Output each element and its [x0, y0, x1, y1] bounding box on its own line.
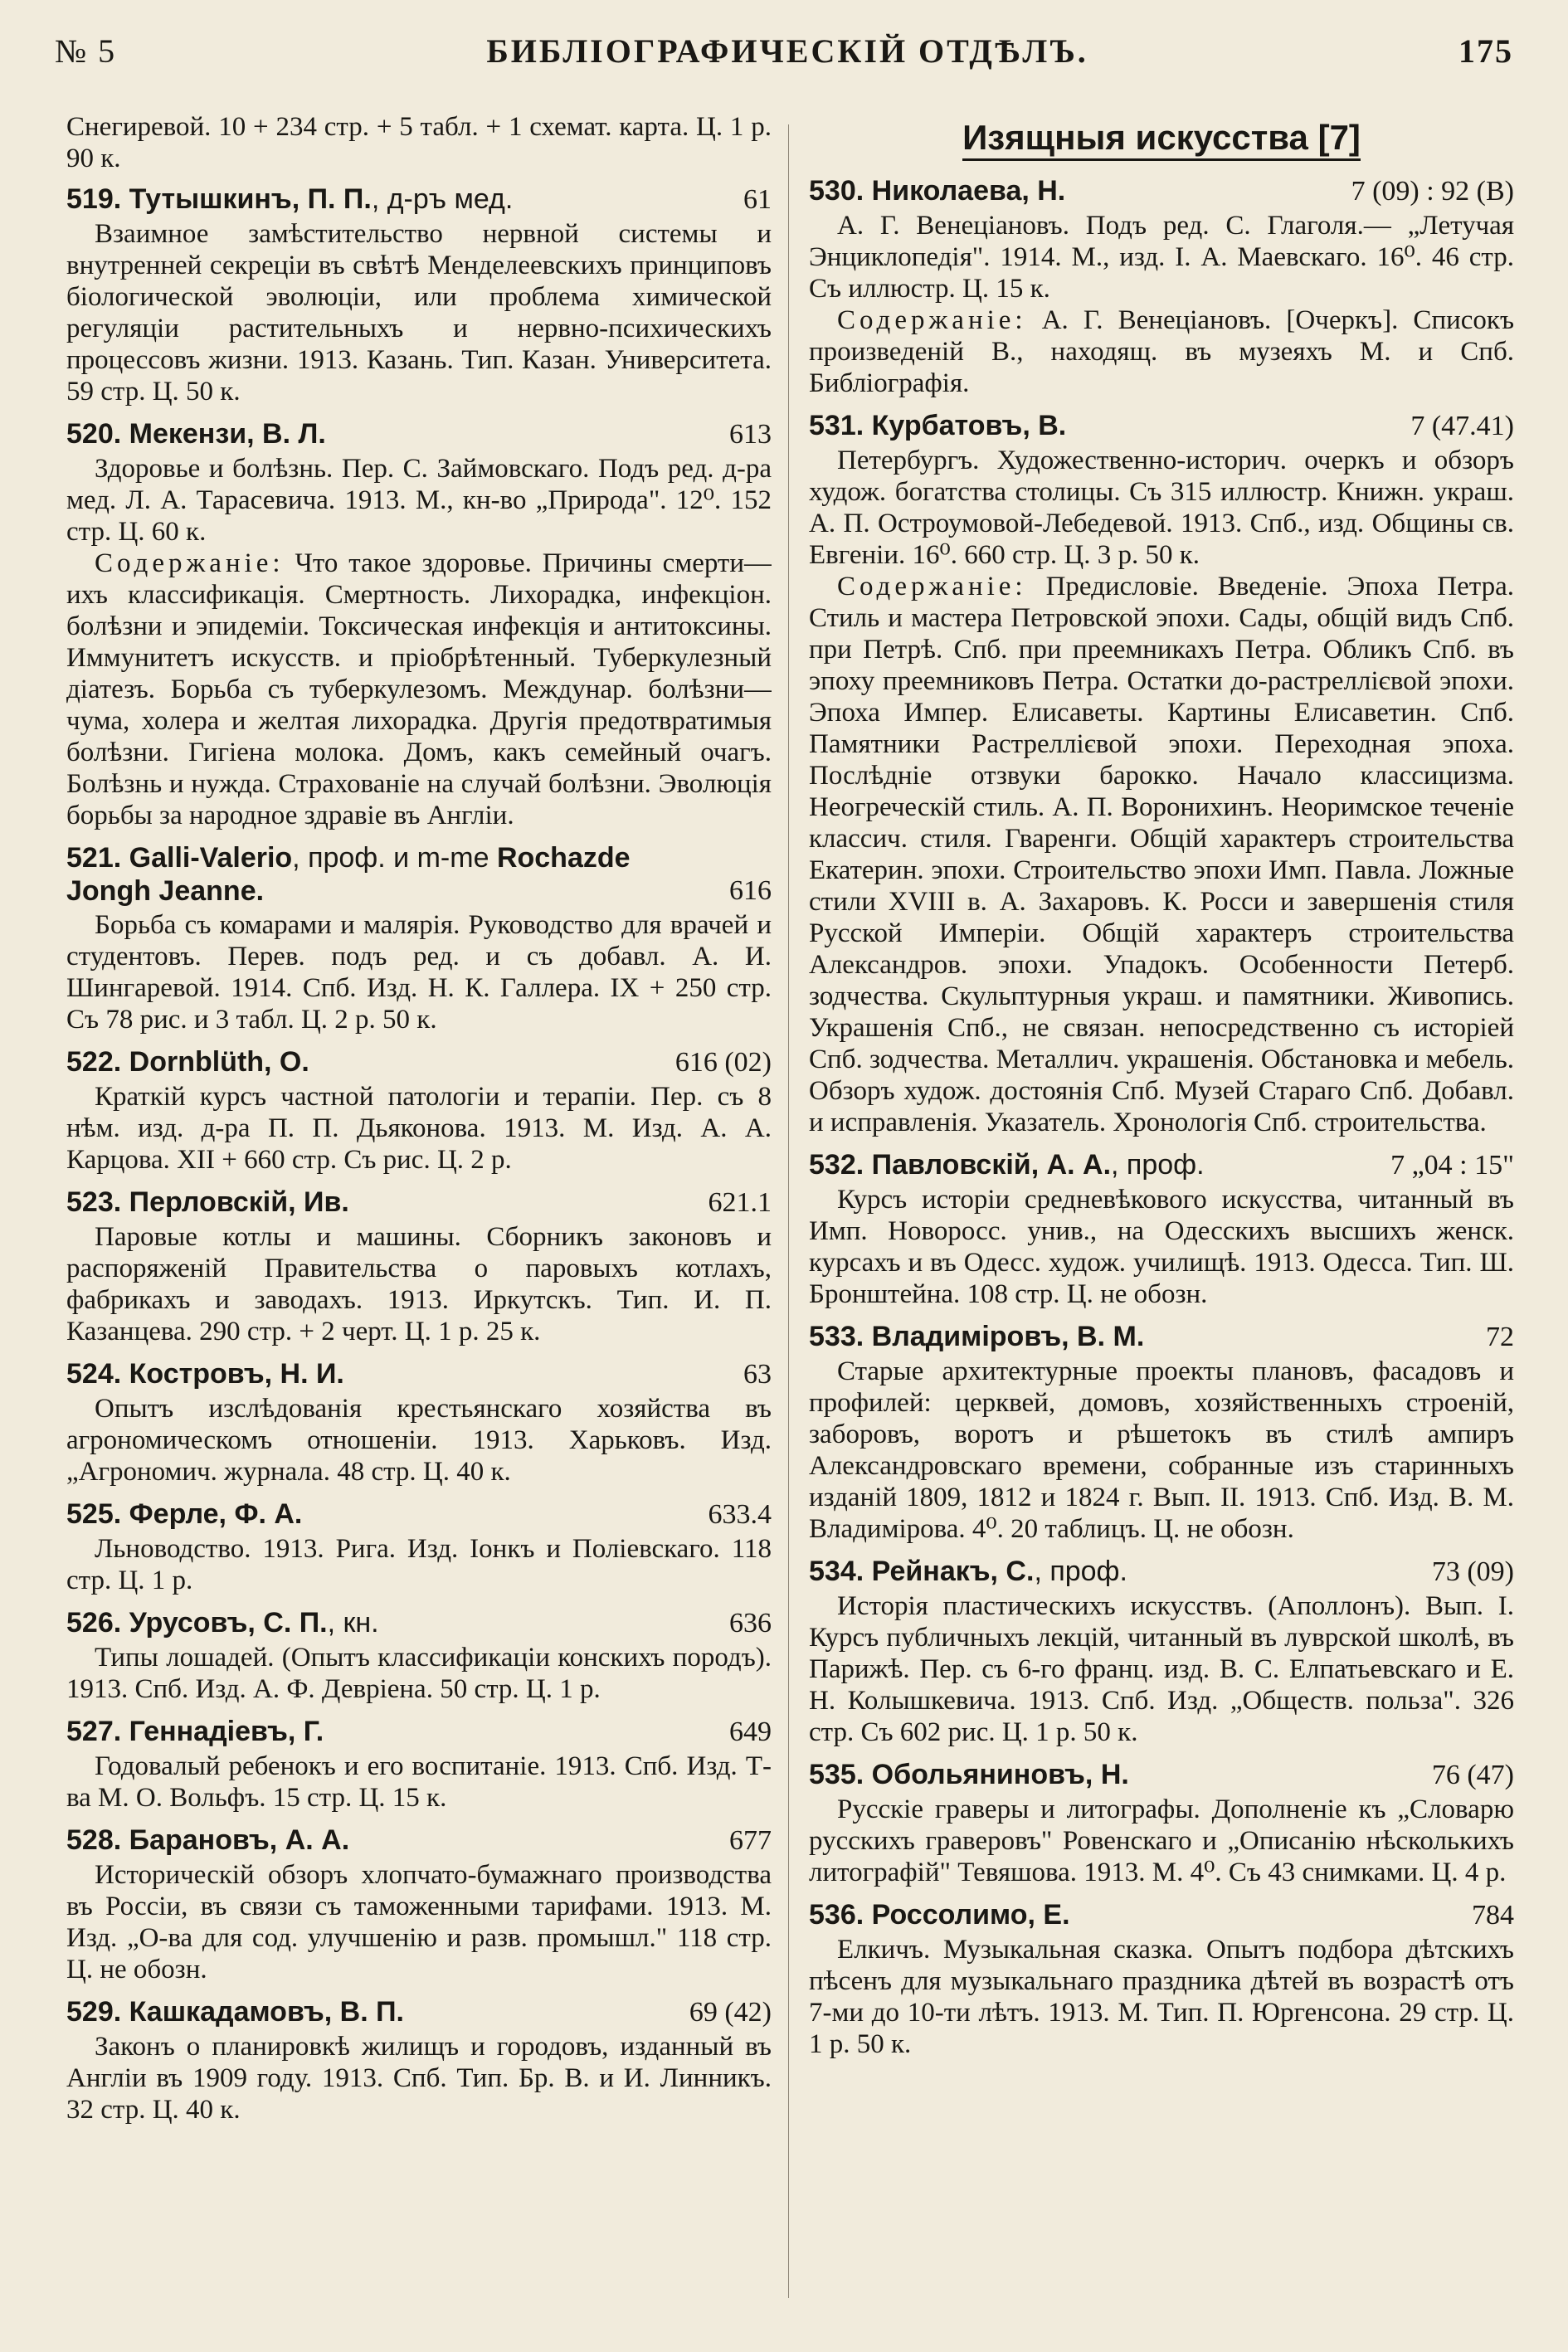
bibliography-entry — [66, 1824, 772, 1985]
section-heading-text: Изящныя искусства [7] — [962, 118, 1361, 161]
bibliography-entry — [809, 409, 1514, 1138]
entry-description: Русскіе граверы и литографы. Дополненіе къ „Словарю русскихъ граверовъ" Ровенскаго и „Описанію нѣсколькихъ литографій" Тевяшова. 1913. М. 4⁰. Съ 43 снимками. Ц. 4 р. — [809, 1794, 1514, 1887]
entry-number: 527. — [66, 1716, 122, 1747]
entry-number: 536. — [809, 1899, 864, 1931]
entry-number: 521. — [66, 842, 122, 874]
entry-author: Урусовъ, С. П. — [129, 1607, 328, 1639]
entry-description: Здоровье и болѣзнь. Пер. С. Займовскаго. Подъ ред. д-ра мед. Л. А. Тарасевича. 1913. М., кн-во „Природа". 12⁰. 152 стр. Ц. 60 к. — [66, 454, 772, 547]
entry-heading — [66, 1824, 772, 1858]
entry-classification: 76 (47) — [1431, 1760, 1514, 1790]
entry-classification: 636 — [729, 1608, 772, 1639]
entry-heading — [809, 1758, 1514, 1792]
entry-author: Костровъ, Н. И. — [129, 1358, 344, 1390]
entry-author: Перловскій, Ив. — [129, 1186, 349, 1218]
entry-description: Опытъ изслѣдованія крестьянскаго хозяйства въ агрономическомъ отношеніи. 1913. Харьковъ. Изд. „Агрономич. журнала. 48 стр. Ц. 40 к. — [66, 1394, 772, 1487]
entry-description: Петербургъ. Художественно-историч. очеркъ и обзоръ худож. богатства столицы. Съ 315 иллюстр. Книжн. украш. А. П. Остроумовой-Лебедевой. 1913. Спб., изд. Общины св. Евгеніи. 16⁰. 660 стр. Ц. 3 р. 50 к. — [809, 446, 1514, 570]
entry-author-line — [809, 409, 1397, 442]
contents-label: Содержаніе: — [837, 572, 1027, 601]
entry-description: Законъ о планировкѣ жилищъ и городовъ, изданный въ Англіи въ 1909 году. 1913. Спб. Тип. Бр. В. и И. Линникъ. 32 стр. Ц. 40 к. — [66, 2032, 772, 2125]
entry-author: Кашкадамовъ, В. П. — [129, 1996, 405, 2028]
entry-number: 528. — [66, 1824, 122, 1856]
entry-author-line — [66, 1715, 716, 1748]
entry-number: 526. — [66, 1607, 122, 1639]
entry-author: Мекензи, В. Л. — [129, 418, 326, 450]
entry-classification: 616 (02) — [674, 1047, 772, 1078]
entry-heading — [66, 841, 772, 908]
running-head — [55, 32, 1513, 85]
bibliography-entry — [66, 841, 772, 1035]
entry-author-line — [66, 1357, 730, 1390]
bibliography-entry — [66, 1186, 772, 1347]
bibliography-entry — [66, 1995, 772, 2126]
bibliography-entry — [66, 1357, 772, 1488]
bibliography-entry — [809, 1148, 1514, 1310]
entry-author-title: , кн. — [327, 1607, 379, 1639]
entry-description: Исторія пластическихъ искусствъ. (Аполлонъ). Вып. І. Курсъ публичныхъ лекцій, читанный въ луврской школѣ, въ Парижѣ. Пер. съ 6-го франц. изд. В. С. Елпатьевскаго и Е. Н. Колышкевича. 1913. Спб. Изд. „Обществ. польза". 326 стр. Съ 602 рис. Ц. 1 р. 50 к. — [809, 1591, 1514, 1747]
entry-author-title: , д-ръ мед. — [371, 183, 514, 215]
entry-classification: 621.1 — [708, 1187, 772, 1218]
entry-heading — [66, 1995, 772, 2029]
entry-classification: 69 (42) — [689, 1997, 772, 2028]
bibliography-entry — [809, 174, 1514, 399]
bibliography-entry — [809, 1898, 1514, 2060]
entry-number: 519. — [66, 183, 122, 215]
entry-number: 529. — [66, 1996, 122, 2028]
entry-heading — [66, 183, 772, 217]
entry-author-line — [66, 1606, 716, 1639]
entry-classification: 613 — [729, 419, 772, 450]
entry-heading — [66, 1186, 772, 1220]
entry-number: 520. — [66, 418, 122, 450]
contents-label: Содержаніе: — [837, 305, 1027, 335]
entry-heading — [809, 1555, 1514, 1589]
entry-author-line — [66, 841, 716, 908]
entry-number: 534. — [809, 1556, 864, 1587]
entry-author-line — [66, 1497, 695, 1531]
contents-label: Содержаніе: — [95, 548, 285, 578]
bibliography-entry — [66, 183, 772, 407]
entry-classification: 7 „04 : 15" — [1390, 1150, 1514, 1181]
entry-number: 535. — [809, 1759, 864, 1790]
entry-number: 525. — [66, 1498, 122, 1530]
entry-classification: 616 — [729, 875, 772, 906]
entry-author-line — [66, 417, 716, 450]
entry-heading — [66, 1357, 772, 1391]
entry-classification: 73 (09) — [1431, 1556, 1514, 1587]
entry-author-line — [809, 1898, 1458, 1931]
entry-heading — [66, 1497, 772, 1531]
entry-number: 522. — [66, 1046, 122, 1078]
entry-contents — [809, 304, 1514, 399]
entry-author: Galli-Valerio — [129, 842, 293, 874]
entry-description: Борьба съ комарами и малярія. Руководство для врачей и студентовъ. Перев. подъ ред. и съ добавл. А. И. Шингаревой. 1914. Спб. Изд. Н. К. Галлера. IX + 250 стр. Съ 78 рис. и 3 табл. Ц. 2 р. 50 к. — [66, 910, 772, 1035]
bibliography-entry — [66, 1715, 772, 1814]
entry-author: Геннадіевъ, Г. — [129, 1716, 324, 1747]
left-column — [66, 111, 772, 2318]
entry-classification: 677 — [729, 1825, 772, 1856]
contents-text: А. Г. Венеціановъ. [Очеркъ]. Списокъ произведеній В., находящ. въ музеяхъ М. и Спб. Библіографія. — [809, 305, 1514, 398]
entry-author-line — [66, 1995, 676, 2028]
entry-author: Тутышкинъ, П. П. — [129, 183, 372, 215]
section-heading — [809, 118, 1514, 158]
entry-description: Краткій курсъ частной патологіи и терапіи. Пер. съ 8 нѣм. изд. д-ра П. П. Дьяконова. 1913. М. Изд. А. А. Карцова. XII + 660 стр. Съ рис. Ц. 2 р. — [66, 1082, 772, 1175]
page-number: 175 — [1458, 32, 1513, 70]
entry-heading — [66, 1045, 772, 1079]
bibliography-entry — [809, 1555, 1514, 1748]
entry-author-title: , проф. и m-me — [292, 842, 489, 874]
bibliography-entry — [66, 417, 772, 831]
entry-author-line — [809, 1148, 1377, 1181]
contents-text: Предисловіе. Введеніе. Эпоха Петра. Стиль и мастера Петровской эпохи. Сады, общій видъ Спб. при Петрѣ. Спб. при преемникахъ Петра. Обликъ Спб. въ эпоху преемниковъ Петра. Остатки до-растреллієвой эпохи. Эпоха Импер. Елисаветы. Картины Елисаветин. Спб. Памятники Растреллієвой эпохи. Переходная эпоха. Послѣдніе отзвуки барокко. Начало классицизма. Неогреческій стиль. А. П. Воронихинъ. Неоримское теченіе классич. стиля. Гваренги. Общій характеръ строительства Екатерин. эпохи. Строительство эпохи Имп. Павла. Ложные стили XVIII в. А. Захаровъ. К. Росси и завершенія стиля Русской Имперіи. Общій характеръ строительства Александров. эпохи. Упадокъ. Особенности Петерб. зодчества. Скульптурныя украш. и памятники. Живопись. Украшенія Спб., не связан. непосредственно съ исторіей Спб. зодчества. Металлич. украшенія. Обстановка и мебель. Обзоръ худож. достоянія Спб. Музей Стараго Спб. Добавл. и исправленія. Указатель. Хронологія Спб. строительства. — [809, 572, 1514, 1137]
column-divider — [788, 124, 789, 2298]
entry-number: 532. — [809, 1149, 864, 1181]
entry-classification: 7 (47.41) — [1410, 411, 1514, 441]
entry-heading — [809, 1898, 1514, 1932]
entry-author-line — [66, 183, 730, 216]
bibliography-entry — [809, 1758, 1514, 1888]
right-entries — [809, 174, 1514, 2060]
entry-contents — [809, 571, 1514, 1138]
entry-author-line — [66, 1045, 662, 1079]
entry-heading — [809, 1320, 1514, 1354]
issue-number: № 5 — [55, 32, 117, 70]
entry-number: 531. — [809, 410, 864, 441]
entry-author: Dornblüth, O. — [129, 1046, 309, 1078]
entry-number: 523. — [66, 1186, 122, 1218]
entry-author: Ферле, Ф. А. — [129, 1498, 303, 1530]
entry-author-title: , проф. — [1111, 1149, 1205, 1181]
entry-number: 530. — [809, 175, 864, 207]
bibliography-entry — [66, 1045, 772, 1176]
entry-heading — [809, 409, 1514, 443]
entry-coauthor: Rochazde Jongh Jeanne. — [66, 842, 631, 907]
entry-description: А. Г. Венеціановъ. Подъ ред. С. Глаголя.— „Летучая Энциклопедія". 1914. М., изд. І. А. Маевскаго. 16⁰. 46 стр. Съ иллюстр. Ц. 15 к. — [809, 211, 1514, 304]
bibliography-entry — [809, 1320, 1514, 1545]
entry-author-line — [809, 174, 1338, 207]
entry-description: Елкичъ. Музыкальная сказка. Опытъ подбора дѣтскихъ пѣсенъ для музыкальнаго праздника дѣтей въ возрастѣ отъ 7-ми до 10-ти лѣтъ. 1913. М. Тип. П. Юргенсона. 29 стр. Ц. 1 р. 50 к. — [809, 1935, 1514, 2059]
entry-author-line — [809, 1758, 1419, 1791]
contents-text: Что такое здоровье. Причины смерти—ихъ классификація. Смертность. Лихорадка, инфекціон. болѣзни и эпидеміи. Токсическая инфекція и антитоксины. Иммунитетъ искусств. и пріобрѣтенный. Туберкулезный діатезъ. Борьба съ туберкулезомъ. Междунар. болѣзни—чума, холера и желтая лихорадка. Другія предотвратимыя болѣзни. Гигіена молока. Домъ, какъ семейный очагъ. Болѣзнь и нужда. Страхованіе на случай болѣзни. Эволюція борьбы за народное здравіе въ Англіи. — [66, 548, 772, 830]
left-entries — [66, 183, 772, 2126]
entry-number: 533. — [809, 1321, 864, 1352]
entry-classification: 784 — [1472, 1900, 1514, 1931]
entry-classification: 61 — [743, 184, 772, 215]
entry-heading — [809, 174, 1514, 208]
entry-description: Взаимное замѣстительство нервной системы и внутренней секреціи въ свѣтѣ Менделеевскихъ принциповъ біологической эволюціи, или проблема химической регуляціи растительныхъ и нервно-психическихъ процессовъ жизни. 1913. Казань. Тип. Казан. Университета. 59 стр. Ц. 50 к. — [66, 219, 772, 407]
entry-description: Льноводство. 1913. Рига. Изд. Іонкъ и Поліевскаго. 118 стр. Ц. 1 р. — [66, 1534, 772, 1595]
right-column — [809, 111, 1514, 2318]
bibliography-entry — [66, 1497, 772, 1596]
entry-description: Старые архитектурные проекты плановъ, фасадовъ и профилей: церквей, домовъ, хозяйственныхъ строеній, заборовъ, воротъ и рѣшетокъ въ стилѣ ампиръ Александровскаго времени, собранные изъ старинныхъ изданій 1809, 1812 и 1824 г. Вып. II. 1913. Спб. Изд. В. М. Владимірова. 4⁰. 20 таблицъ. Ц. не обозн. — [809, 1356, 1514, 1544]
entry-number: 524. — [66, 1358, 122, 1390]
entry-author-line — [809, 1320, 1473, 1353]
entry-classification: 633.4 — [708, 1499, 772, 1530]
entry-author: Владиміровъ, В. М. — [871, 1321, 1145, 1352]
entry-classification: 649 — [729, 1717, 772, 1747]
entry-author: Курбатовъ, В. — [871, 410, 1067, 441]
entry-author: Николаева, Н. — [871, 175, 1066, 207]
entry-author-line — [66, 1186, 695, 1219]
continuation-text: Снегиревой. 10 + 234 стр. + 5 табл. + 1 схемат. карта. Ц. 1 р. 90 к. — [66, 112, 772, 173]
entry-heading — [809, 1148, 1514, 1182]
entry-description: Курсъ исторіи средневѣкового искусства, читанный въ Имп. Новоросс. унив., на Одесскихъ высшихъ женск. курсахъ и въ Одесс. худож. училищѣ. 1913. Одесса. Тип. Ш. Бронштейна. 108 стр. Ц. не обозн. — [809, 1185, 1514, 1309]
entry-heading — [66, 1715, 772, 1749]
entry-description: Историческій обзоръ хлопчато-бумажнаго производства въ Россіи, въ связи съ таможенными тарифами. 1913. М. Изд. „О-ва для сод. улучшенію и разв. промышл." 118 стр. Ц. не обозн. — [66, 1860, 772, 1984]
entry-classification: 63 — [743, 1359, 772, 1390]
entry-description: Типы лошадей. (Опытъ классификаціи конскихъ породъ). 1913. Спб. Изд. А. Ф. Девріена. 50 стр. Ц. 1 р. — [66, 1643, 772, 1704]
entry-author: Барановъ, А. А. — [129, 1824, 350, 1856]
section-header-title: БИБЛІОГРАФИЧЕСКІЙ ОТДѢЛЪ. — [486, 32, 1088, 70]
entry-author: Рейнакъ, С. — [871, 1556, 1035, 1587]
entry-description: Годовалый ребенокъ и его воспитаніе. 1913. Спб. Изд. Т-ва М. О. Вольфъ. 15 стр. Ц. 15 к. — [66, 1751, 772, 1813]
entry-author: Обольяниновъ, Н. — [871, 1759, 1129, 1790]
entry-author: Павловскій, А. А. — [871, 1149, 1112, 1181]
entry-heading — [66, 417, 772, 451]
entry-author-title: , проф. — [1034, 1556, 1127, 1587]
bibliography-entry — [66, 1606, 772, 1705]
entry-contents — [66, 548, 772, 831]
entry-author-line — [66, 1824, 716, 1857]
entry-classification: 72 — [1486, 1322, 1514, 1352]
entry-classification: 7 (09) : 92 (В) — [1351, 176, 1514, 207]
entry-heading — [66, 1606, 772, 1640]
entry-author-line — [809, 1555, 1419, 1588]
entry-author: Россолимо, Е. — [871, 1899, 1070, 1931]
entry-description: Паровые котлы и машины. Сборникъ законовъ и распоряженій Правительства о паровыхъ котлахъ, фабрикахъ и заводахъ. 1913. Иркутскъ. Тип. И. П. Казанцева. 290 стр. + 2 черт. Ц. 1 р. 25 к. — [66, 1222, 772, 1346]
